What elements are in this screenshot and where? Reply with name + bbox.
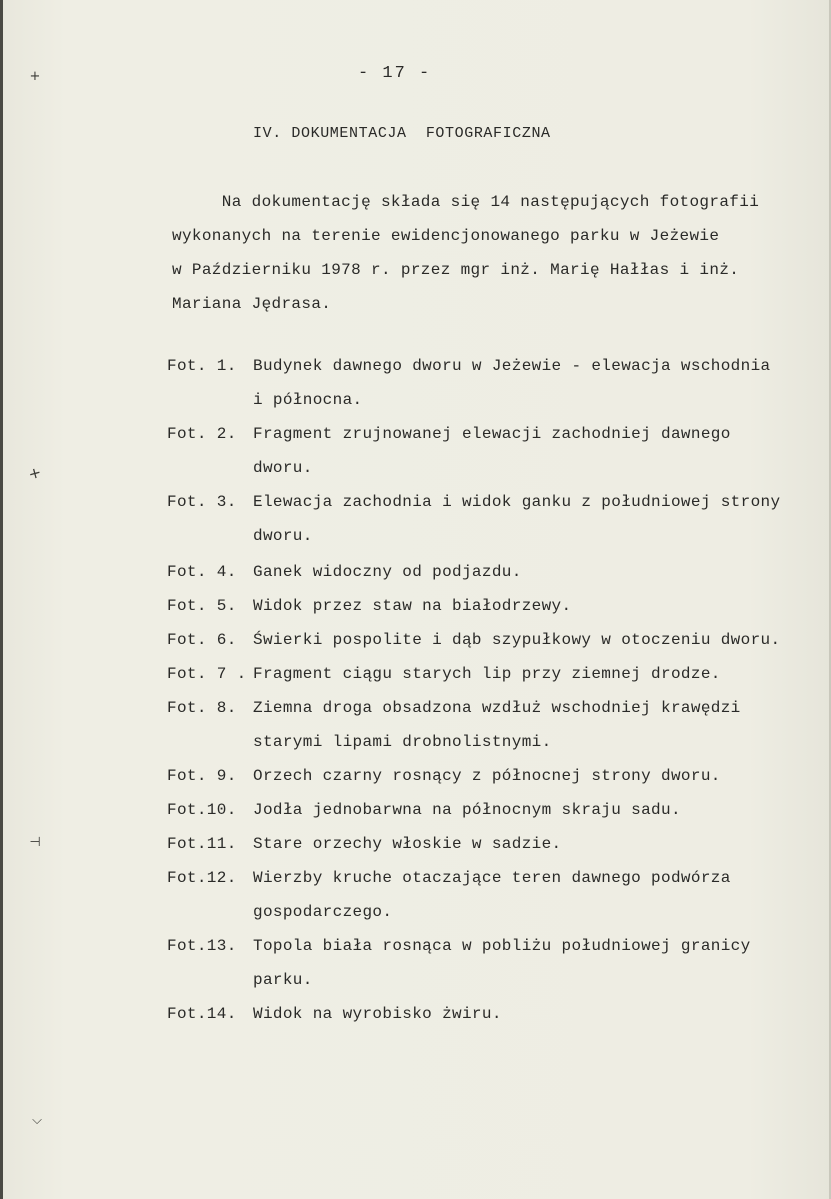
photo-caption: Fragment zrujnowanej elewacji zachodniej dawnego (253, 425, 731, 443)
photo-label: Fot.12. (167, 869, 237, 887)
photo-label: Fot. 6. (167, 631, 237, 649)
intro-line: Na dokumentację składa się 14 następujących fotografii (172, 193, 760, 211)
photo-caption: parku. (253, 971, 313, 989)
photo-label: Fot.14. (167, 1005, 237, 1023)
photo-caption: dworu. (253, 459, 313, 477)
photo-caption: Widok przez staw na białodrzewy. (253, 597, 572, 615)
photo-label: Fot. 1. (167, 357, 237, 375)
photo-label: Fot. 7 . (167, 665, 247, 683)
photo-caption: Widok na wyrobisko żwiru. (253, 1005, 502, 1023)
photo-caption: i północna. (253, 391, 363, 409)
photo-caption: Jodła jednobarwna na północnym skraju sadu. (253, 801, 681, 819)
photo-label: Fot.10. (167, 801, 237, 819)
photo-label: Fot. 3. (167, 493, 237, 511)
page-number: - 17 - (358, 64, 432, 83)
cross-mark-icon: + (29, 69, 41, 84)
check-mark-icon: ⌵ (32, 1113, 42, 1128)
photo-label: Fot.11. (167, 835, 237, 853)
intro-line: wykonanych na terenie ewidencjonowanego parku w Jeżewie (172, 227, 720, 245)
photo-caption: Orzech czarny rosnący z północnej strony dworu. (253, 767, 721, 785)
intro-line: w Październiku 1978 r. przez mgr inż. Marię Hałłas i inż. (172, 261, 740, 279)
cross-mark-icon: ✕ (25, 465, 43, 484)
photo-label: Fot. 2. (167, 425, 237, 443)
photo-caption: Budynek dawnego dworu w Jeżewie - elewacja wschodnia (253, 357, 771, 375)
photo-caption: Fragment ciągu starych lip przy ziemnej drodze. (253, 665, 721, 683)
photo-label: Fot. 5. (167, 597, 237, 615)
photo-caption: Ziemna droga obsadzona wzdłuż wschodniej krawędzi (253, 699, 741, 717)
photo-caption: Świerki pospolite i dąb szypułkowy w otoczeniu dworu. (253, 631, 781, 649)
photo-label: Fot. 4. (167, 563, 237, 581)
photo-caption: Ganek widoczny od podjazdu. (253, 563, 522, 581)
photo-label: Fot.13. (167, 937, 237, 955)
photo-caption: gospodarczego. (253, 903, 393, 921)
photo-caption: Stare orzechy włoskie w sadzie. (253, 835, 562, 853)
cross-mark-icon: ⊣ (29, 835, 41, 850)
photo-caption: Topola biała rosnąca w pobliżu południowej granicy (253, 937, 751, 955)
section-heading: IV. DOKUMENTACJA FOTOGRAFICZNA (253, 125, 551, 142)
photo-caption: Wierzby kruche otaczające teren dawnego podwórza (253, 869, 731, 887)
page-left-edge (0, 0, 3, 1199)
photo-caption: Elewacja zachodnia i widok ganku z południowej strony (253, 493, 781, 511)
intro-line: Mariana Jędrasa. (172, 295, 332, 313)
photo-caption: dworu. (253, 527, 313, 545)
photo-label: Fot. 8. (167, 699, 237, 717)
photo-label: Fot. 9. (167, 767, 237, 785)
photo-caption: starymi lipami drobnolistnymi. (253, 733, 552, 751)
